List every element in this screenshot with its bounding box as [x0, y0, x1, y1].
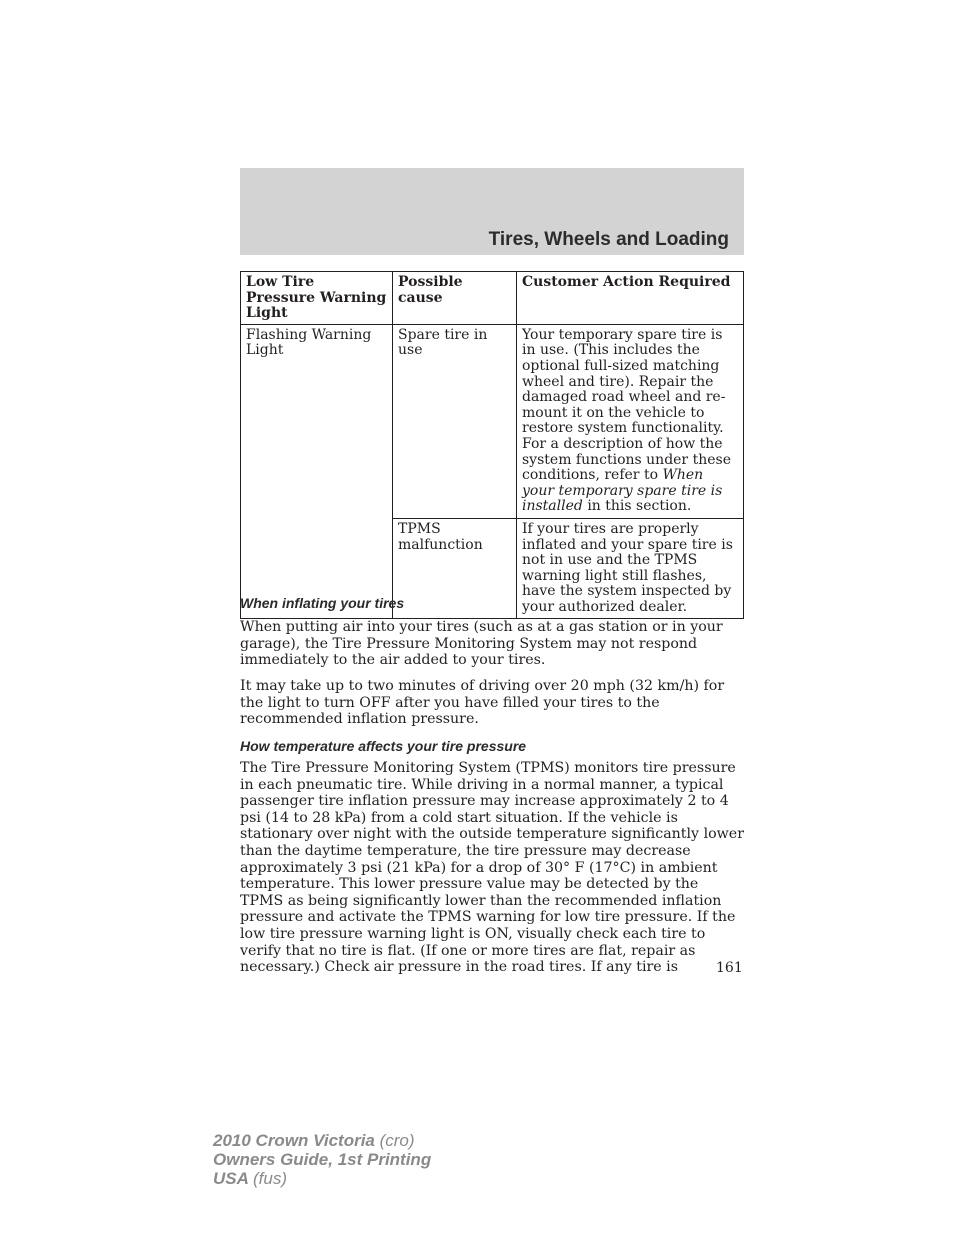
subheading-temperature: How temperature affects your tire pressure	[240, 738, 527, 754]
footer-guide: Owners Guide, 1st Printing	[213, 1150, 432, 1169]
column-header: Customer Action Required	[517, 272, 744, 325]
column-header: Possible cause	[393, 272, 517, 325]
tpms-warning-table	[240, 271, 744, 619]
footer-model-code: (cro)	[379, 1131, 415, 1150]
cross-reference: When your temporary spare tire is installed	[522, 467, 723, 515]
paragraph: The Tire Pressure Monitoring System (TPMS) monitors tire pressure in each pneumatic tire. While driving in a normal manner, a typical passenger tire inflation pressure may increase approximately 2 to 4 psi (14 to 28 kPa) from a cold start situation. If the vehicle is stationary over night with the outside temperature significantly lower than the daytime temperature, the tire pressure may decrease approximately 3 psi (21 kPa) for a drop of 30° F (17°C) in ambient temperature. This lower pressure value may be detected by the TPMS as being significantly lower than the recommended inflation pressure and activate the TPMS warning for low tire pressure. If the low tire pressure warning light is ON, visually check each tire to verify that no tire is flat. (If one or more tires are flat, repair as necessary.) Check air pressure in the road tires. If any tire is	[240, 760, 744, 976]
section-header-band	[240, 168, 744, 255]
section-title: Tires, Wheels and Loading	[488, 229, 729, 250]
column-header: Low Tire Pressure Warning Light	[241, 272, 393, 325]
paragraph: When putting air into your tires (such as at a gas station or in your garage), the Tire Pressure Monitoring System may not respond immediately to the air added to your tires.	[240, 619, 723, 669]
action-cell	[517, 324, 744, 518]
footer-market: USA	[213, 1169, 249, 1188]
footer-model: 2010 Crown Victoria	[213, 1131, 375, 1150]
action-tail: in this section.	[587, 498, 692, 515]
table-row	[241, 324, 744, 518]
footer-line	[213, 1131, 431, 1150]
footer-market-code: (fus)	[253, 1169, 287, 1188]
table-header-row	[241, 272, 744, 325]
cause-cell: Spare tire in use	[393, 324, 517, 518]
action-cell: If your tires are properly inflated and your spare tire is not in use and the TPMS warning light still flashes, have the system inspected by your authorized dealer.	[517, 518, 744, 619]
paragraph: It may take up to two minutes of driving over 20 mph (32 km/h) for the light to turn OFF after you have filled your tires to the recommended inflation pressure.	[240, 678, 725, 728]
footer-line	[213, 1169, 431, 1188]
document-footer	[213, 1131, 431, 1188]
action-text: Your temporary spare tire is in use. (This includes the optional full-sized matching wheel and tire). Repair the damaged road wheel and re-mount it on the vehicle to restore system functionality. For a description of how the system functions under these conditions, refer to	[522, 326, 731, 484]
warning-light-cell: Flashing Warning Light	[241, 324, 393, 619]
subheading-inflating: When inflating your tires	[240, 595, 405, 611]
cause-cell: TPMS malfunction	[393, 518, 517, 619]
page-number: 161	[716, 960, 743, 976]
